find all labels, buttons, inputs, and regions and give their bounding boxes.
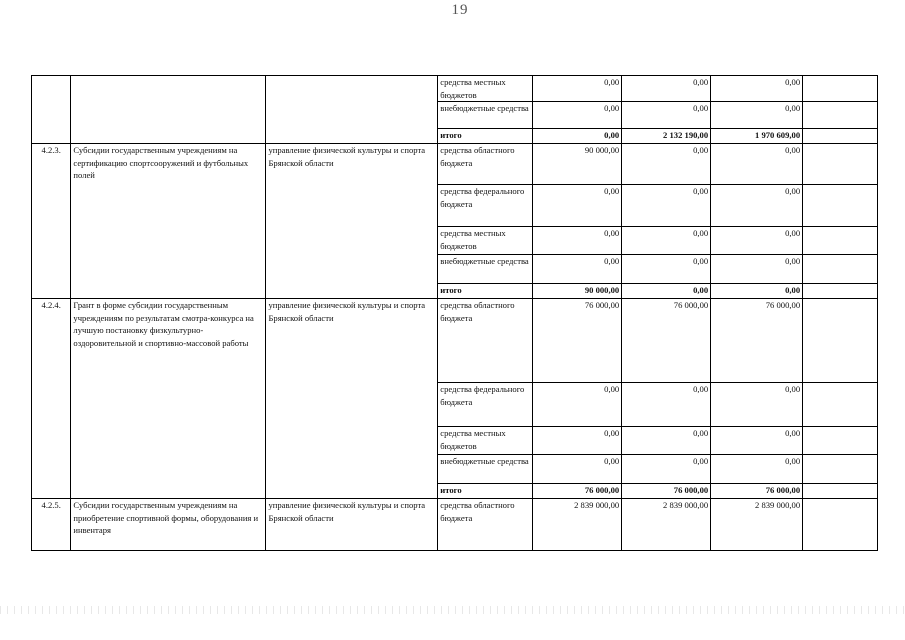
amount-year-1: 0,00 bbox=[533, 255, 622, 284]
amount-year-1: 0,00 bbox=[533, 383, 622, 427]
measure-name: Грант в форме субсидии государственным учреждениям по результатам смотра-конкурса на лучшую постановку физкультурно-оздоровительной и спортивно-массовой работы bbox=[71, 299, 266, 499]
amount-year-2: 0,00 bbox=[622, 427, 711, 455]
amount-year-3: 1 970 609,00 bbox=[711, 129, 803, 144]
funding-source: средства областного бюджета bbox=[438, 144, 533, 185]
scan-noise-strip bbox=[0, 606, 905, 614]
amount-year-3: 0,00 bbox=[711, 144, 803, 185]
funding-source: средства областного бюджета bbox=[438, 499, 533, 551]
amount-year-1: 0,00 bbox=[533, 455, 622, 484]
notes-cell bbox=[803, 185, 878, 227]
continuation-name-cell bbox=[71, 76, 266, 144]
funding-source: итого bbox=[438, 129, 533, 144]
funding-source: средства местных бюджетов bbox=[438, 427, 533, 455]
amount-year-3: 0,00 bbox=[711, 76, 803, 102]
amount-year-1: 0,00 bbox=[533, 129, 622, 144]
measure-name: Субсидии государственным учреждениям на приобретение спортивной формы, оборудования и инвентаря bbox=[71, 499, 266, 551]
amount-year-2: 0,00 bbox=[622, 76, 711, 102]
amount-year-3: 76 000,00 bbox=[711, 484, 803, 499]
notes-cell bbox=[803, 102, 878, 129]
notes-cell bbox=[803, 484, 878, 499]
amount-year-1: 0,00 bbox=[533, 76, 622, 102]
funding-source: средства федерального бюджета bbox=[438, 383, 533, 427]
amount-year-2: 2 839 000,00 bbox=[622, 499, 711, 551]
measure-number: 4.2.5. bbox=[32, 499, 71, 551]
notes-cell bbox=[803, 227, 878, 255]
table-row bbox=[32, 144, 878, 185]
amount-year-3: 0,00 bbox=[711, 185, 803, 227]
funding-source: итого bbox=[438, 484, 533, 499]
amount-year-1: 90 000,00 bbox=[533, 144, 622, 185]
budget-table bbox=[31, 75, 878, 551]
amount-year-2: 0,00 bbox=[622, 255, 711, 284]
amount-year-2: 76 000,00 bbox=[622, 484, 711, 499]
amount-year-3: 2 839 000,00 bbox=[711, 499, 803, 551]
amount-year-1: 2 839 000,00 bbox=[533, 499, 622, 551]
amount-year-2: 0,00 bbox=[622, 383, 711, 427]
budget-table-body bbox=[32, 76, 878, 551]
amount-year-2: 0,00 bbox=[622, 455, 711, 484]
table-row bbox=[32, 499, 878, 551]
funding-source: средства областного бюджета bbox=[438, 299, 533, 383]
measure-executor: управление физической культуры и спорта Брянской области bbox=[266, 299, 438, 499]
continuation-number-cell bbox=[32, 76, 71, 144]
funding-source: внебюджетные средства bbox=[438, 455, 533, 484]
measure-executor: управление физической культуры и спорта Брянской области bbox=[266, 144, 438, 299]
amount-year-3: 0,00 bbox=[711, 284, 803, 299]
funding-source: итого bbox=[438, 284, 533, 299]
notes-cell bbox=[803, 255, 878, 284]
amount-year-3: 0,00 bbox=[711, 427, 803, 455]
amount-year-3: 76 000,00 bbox=[711, 299, 803, 383]
amount-year-1: 0,00 bbox=[533, 427, 622, 455]
amount-year-3: 0,00 bbox=[711, 455, 803, 484]
amount-year-2: 2 132 190,00 bbox=[622, 129, 711, 144]
measure-executor: управление физической культуры и спорта Брянской области bbox=[266, 499, 438, 551]
notes-cell bbox=[803, 499, 878, 551]
measure-name: Субсидии государственным учреждениям на сертификацию спортсооружений и футбольных полей bbox=[71, 144, 266, 299]
funding-source: внебюджетные средства bbox=[438, 255, 533, 284]
page-number: 19 bbox=[451, 2, 469, 18]
amount-year-2: 0,00 bbox=[622, 227, 711, 255]
amount-year-1: 90 000,00 bbox=[533, 284, 622, 299]
notes-cell bbox=[803, 383, 878, 427]
funding-source: средства местных бюджетов bbox=[438, 76, 533, 102]
funding-source: средства местных бюджетов bbox=[438, 227, 533, 255]
notes-cell bbox=[803, 284, 878, 299]
amount-year-3: 0,00 bbox=[711, 255, 803, 284]
amount-year-1: 0,00 bbox=[533, 227, 622, 255]
amount-year-1: 0,00 bbox=[533, 185, 622, 227]
notes-cell bbox=[803, 455, 878, 484]
notes-cell bbox=[803, 299, 878, 383]
amount-year-2: 0,00 bbox=[622, 144, 711, 185]
amount-year-1: 76 000,00 bbox=[533, 299, 622, 383]
measure-number: 4.2.4. bbox=[32, 299, 71, 499]
amount-year-2: 0,00 bbox=[622, 284, 711, 299]
notes-cell bbox=[803, 76, 878, 102]
amount-year-1: 76 000,00 bbox=[533, 484, 622, 499]
amount-year-3: 0,00 bbox=[711, 383, 803, 427]
table-row bbox=[32, 299, 878, 383]
notes-cell bbox=[803, 144, 878, 185]
amount-year-2: 0,00 bbox=[622, 102, 711, 129]
funding-source: средства федерального бюджета bbox=[438, 185, 533, 227]
amount-year-2: 76 000,00 bbox=[622, 299, 711, 383]
amount-year-3: 0,00 bbox=[711, 227, 803, 255]
notes-cell bbox=[803, 427, 878, 455]
continuation-executor-cell bbox=[266, 76, 438, 144]
notes-cell bbox=[803, 129, 878, 144]
amount-year-1: 0,00 bbox=[533, 102, 622, 129]
funding-source: внебюджетные средства bbox=[438, 102, 533, 129]
amount-year-3: 0,00 bbox=[711, 102, 803, 129]
amount-year-2: 0,00 bbox=[622, 185, 711, 227]
measure-number: 4.2.3. bbox=[32, 144, 71, 299]
table-row bbox=[32, 76, 878, 102]
